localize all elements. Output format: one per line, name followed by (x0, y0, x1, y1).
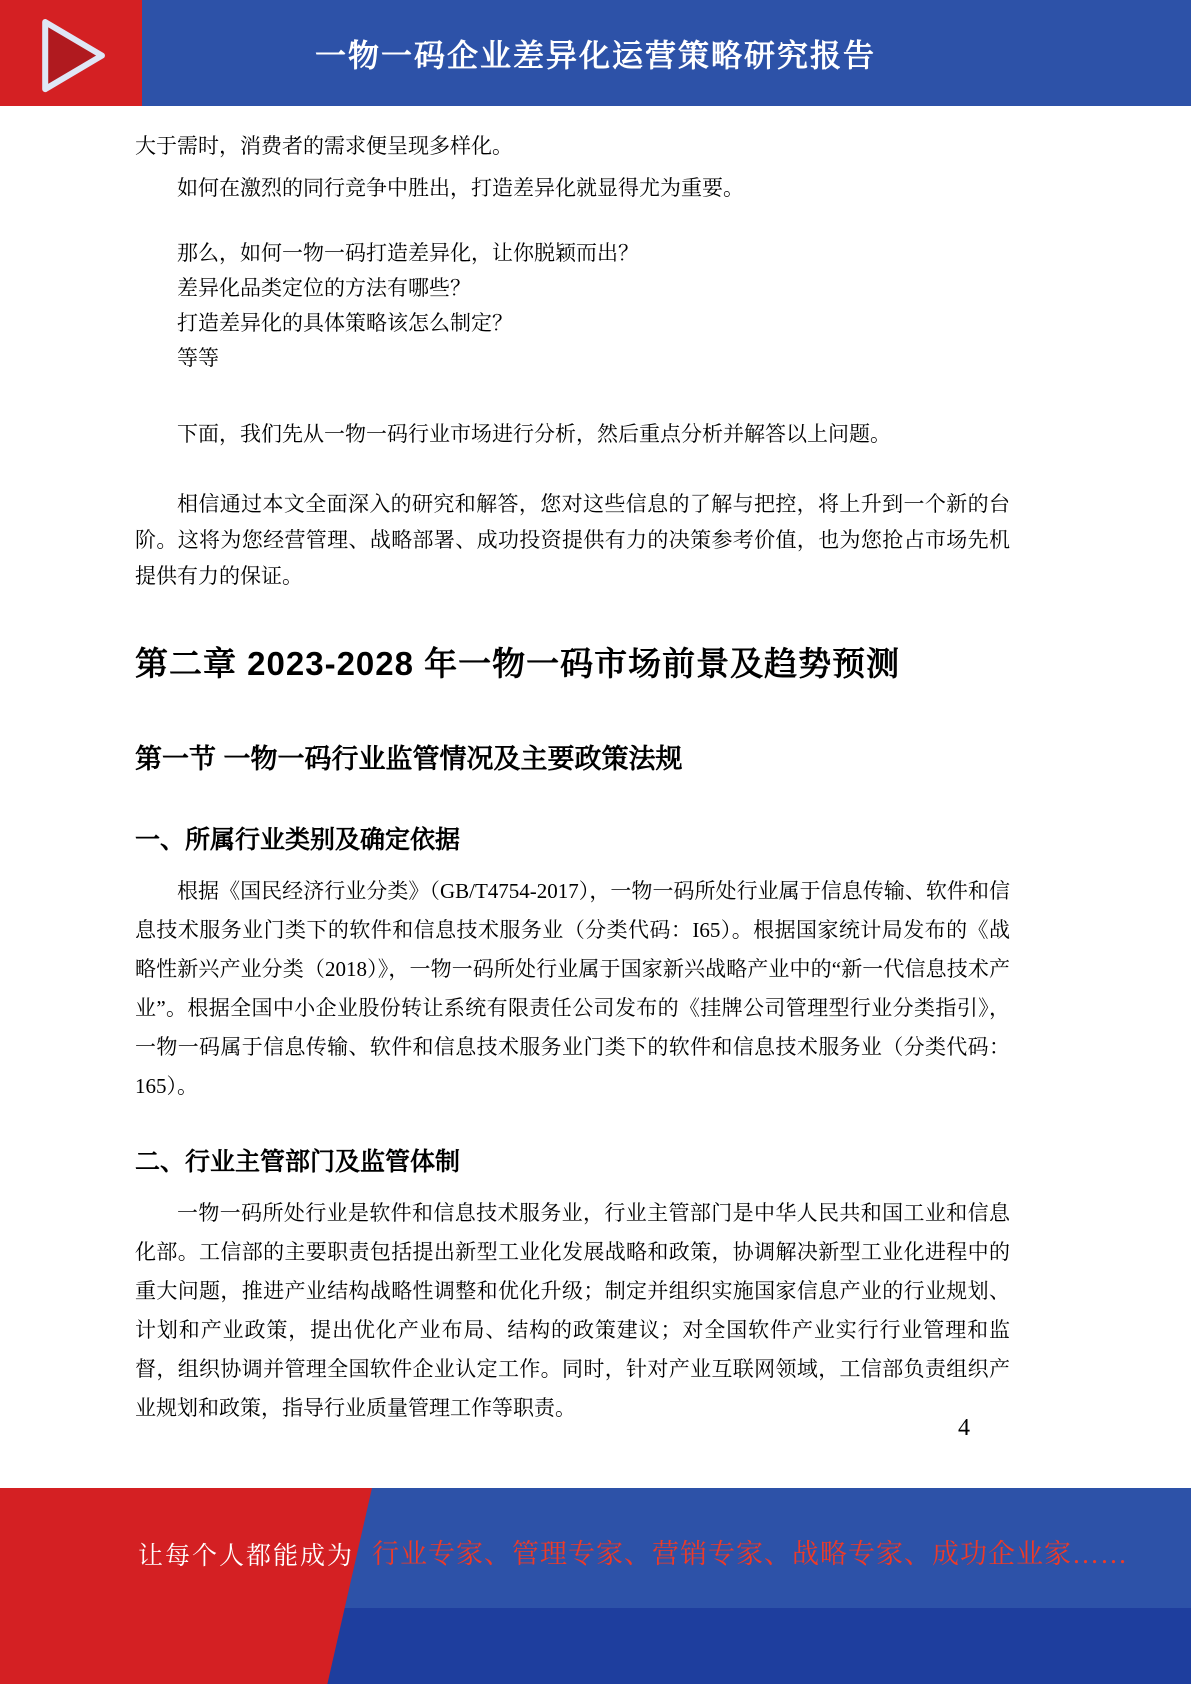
subsection-heading-1: 一、所属行业类别及确定依据 (135, 826, 461, 854)
paragraph: 根据《国民经济行业分类》（GB/T4754-2017），一物一码所处行业属于信息传输、软件和信息技术服务业门类下的软件和信息技术服务业（分类代码：I65）。根据国家统计局发布的《战略性新兴产业分类（2018）》，一物一码所处行业属于国家新兴战略产业中的“新一代信息技术产业”。根据全国中小企业股份转让系统有限责任公司发布的《挂牌公司管理型行业分类指引》，一物一码属于信息传输、软件和信息技术服务业门类下的软件和信息技术服务业（分类代码：165）。 (135, 879, 1010, 1098)
page-footer (0, 1488, 1191, 1684)
section-heading: 第一节 一物一码行业监管情况及主要政策法规 (135, 744, 683, 774)
chapter-heading: 第二章 2023-2028 年一物一码市场前景及趋势预测 (135, 645, 901, 682)
page-header (0, 0, 1191, 106)
footer-red-accent (0, 1488, 372, 1684)
question-line: 差异化品类定位的方法有哪些？ (177, 276, 471, 300)
page-number: 4 (958, 1415, 970, 1441)
paragraph: 相信通过本文全面深入的研究和解答，您对这些信息的了解与把控，将上升到一个新的台阶。这将为您经营管理、战略部署、成功投资提供有力的决策参考价值，也为您抢占市场先机提供有力的保证。 (135, 492, 1010, 588)
subsection-heading-2: 二、行业主管部门及监管体制 (135, 1148, 461, 1176)
report-title: 一物一码企业差异化运营策略研究报告 (315, 38, 876, 74)
question-line: 等等 (177, 346, 219, 370)
paragraph: 一物一码所处行业是软件和信息技术服务业，行业主管部门是中华人民共和国工业和信息化部。工信部的主要职责包括提出新型工业化发展战略和政策，协调解决新型工业化进程中的重大问题，推进产业结构战略性调整和优化升级；制定并组织实施国家信息产业的行业规划、计划和产业政策，提出优化产业布局、结构的政策建议；对全国软件产业实行行业管理和监督，组织协调并管理全国软件企业认定工作。同时，针对产业互联网领域，工信部负责组织产业规划和政策，指导行业质量管理工作等职责。 (135, 1201, 1010, 1420)
question-line: 那么，如何一物一码打造差异化，让你脱颖而出？ (177, 241, 639, 265)
footer-slogan-right: 行业专家、管理专家、营销专家、战略专家、成功企业家…… (372, 1539, 1128, 1569)
document-body (0, 106, 1191, 1428)
paragraph: 如何在激烈的同行竞争中胜出，打造差异化就显得尤为重要。 (177, 176, 744, 200)
question-line: 打造差异化的具体策略该怎么制定？ (177, 311, 513, 335)
paragraph: 下面，我们先从一物一码行业市场进行分析，然后重点分析并解答以上问题。 (177, 422, 891, 446)
paragraph: 大于需时，消费者的需求便呈现多样化。 (135, 134, 513, 158)
footer-slogan-left: 让每个人都能成为 (138, 1542, 355, 1570)
question-list (135, 236, 1010, 376)
